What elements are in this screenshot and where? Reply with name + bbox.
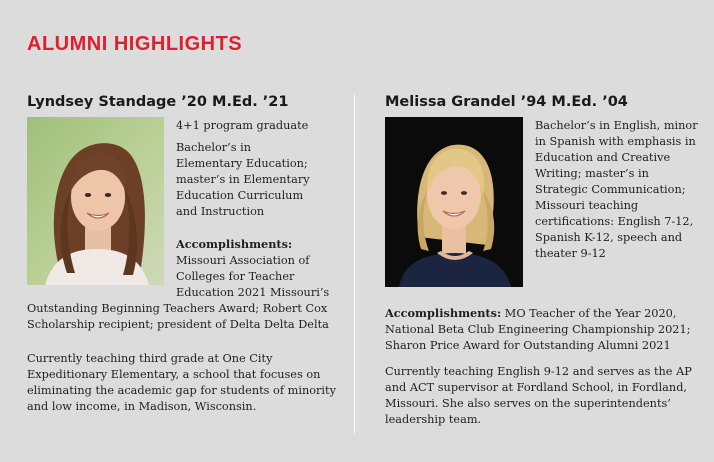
photo-wrap-spacer [27,236,176,292]
alumni-photo [385,117,523,287]
current-position-text: Currently teaching third grade at One City Expeditionary Elementary, a school that focuses on eliminating the academic gap for students of minority and low income, in Madison, Wisconsin. [27,352,336,413]
accomplishments-text: Missouri Association of Colleges for Teacher Education 2021 Missouri’s Outstanding Beginning Teachers Award; Robert Cox Scholarship recipient; president of Delta Delta Delta [27,254,330,331]
degree-note: 4+1 program graduate [176,119,309,132]
education-text: Bachelor’s in Elementary Education; master’s in Elementary Education Curriculum and Instruction [176,141,310,218]
alumni-name: Melissa Grandel ’94 M.Ed. ’04 [385,94,628,110]
accomplishments-label: Accomplishments: [176,237,293,251]
column-divider [354,95,355,433]
accomplishments-block [27,236,352,333]
accomplishments-text: MO Teacher of the Year 2020, National Beta Club Engineering Championship 2021; Sharon Price Award for Outstanding Alumni 2021 [385,307,691,352]
accomplishments-label: Accomplishments: [385,306,502,320]
alumni-name: Lyndsey Standage ’20 M.Ed. ’21 [27,94,289,110]
education-text: Bachelor’s in English, minor in Spanish with emphasis in Education and Creative Writing; master’s in Strategic Communication; Missouri teaching certifications: English 7-12, Spanish K-12, speech and theater 9-12 [535,119,698,260]
current-position-text: Currently teaching English 9-12 and serves as the AP and ACT supervisor at Fordland School, in Fordland, Missouri. She also serves on the superintendents’ leadership team. [385,365,692,426]
page-title: ALUMNI HIGHLIGHTS [27,33,243,55]
portrait-image [385,117,523,287]
